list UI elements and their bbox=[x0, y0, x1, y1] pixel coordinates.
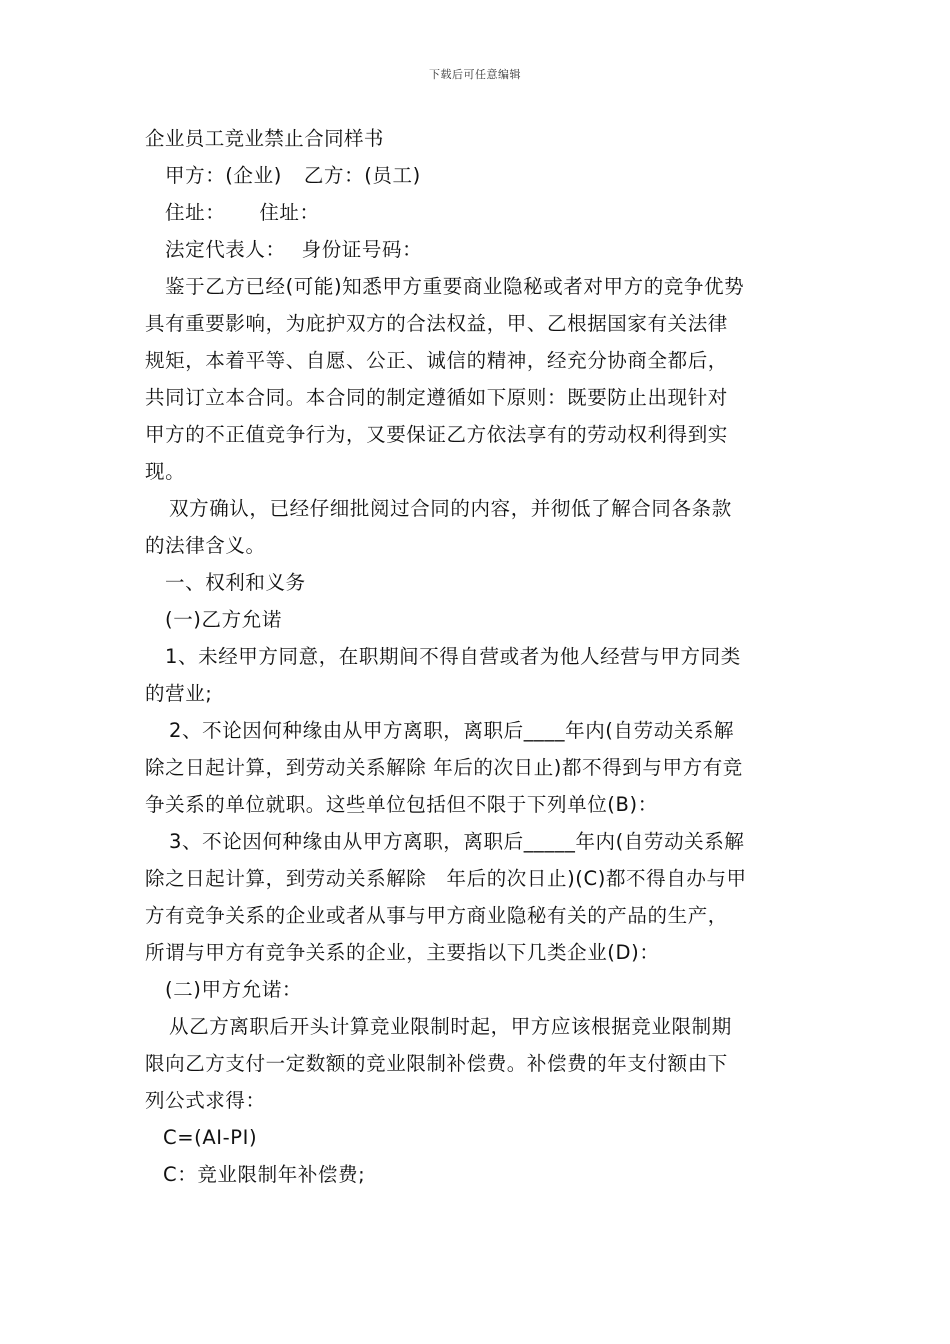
compensation-paragraph-line: 从乙方离职后开头计算竞业限制时起，甲方应该根据竞业限制期 bbox=[169, 1015, 732, 1038]
rep-line bbox=[145, 231, 810, 268]
clause-3-line: 除之日起计算，到劳动关系解除 年后的次日止)(C)都不得自办与甲 bbox=[145, 867, 747, 890]
clause-1-line: 的营业; bbox=[145, 682, 213, 705]
clause-2-line: 除之日起计算，到劳动关系解除 年后的次日止)都不得到与甲方有竞 bbox=[145, 756, 743, 779]
party-b-label: 乙方：(员工) bbox=[303, 164, 421, 187]
confirm-paragraph-line: 的法律含义。 bbox=[145, 534, 266, 557]
compensation-paragraph-line: 限向乙方支付一定数额的竞业限制补偿费。补偿费的年支付额由下 bbox=[145, 1052, 728, 1075]
compensation-paragraph-line: 列公式求得： bbox=[145, 1089, 266, 1112]
subsection-heading-party-a: (二)甲方允诺： bbox=[165, 978, 303, 1001]
definition-c-line: C：竞业限制年补偿费; bbox=[163, 1163, 366, 1186]
intro-paragraph-line: 具有重要影响，为庇护双方的合法权益，甲、乙根据国家有关法律 bbox=[145, 312, 728, 335]
page-header-note: 下载后可任意编辑 bbox=[429, 68, 521, 81]
party-a-label: 甲方：(企业) bbox=[165, 164, 282, 187]
legal-rep-label: 法定代表人： bbox=[165, 238, 286, 261]
address-a-label: 住址： bbox=[165, 201, 226, 224]
confirm-paragraph-line: 双方确认，已经仔细批阅过合同的内容，并彻低了解合同各条款 bbox=[169, 497, 732, 520]
clause-1-line: 1、未经甲方同意，在职期间不得自营或者为他人经营与甲方同类 bbox=[165, 645, 741, 668]
formula-line: C=(AI-PI) bbox=[163, 1126, 258, 1149]
address-b-label: 住址： bbox=[259, 201, 320, 224]
document-body bbox=[145, 120, 810, 1193]
intro-paragraph-line: 共同订立本合同。本合同的制定遵循如下原则：既要防止出现针对 bbox=[145, 386, 728, 409]
clause-2-line: 争关系的单位就职。这些单位包括但不限于下列单位(B)： bbox=[145, 793, 658, 816]
clause-3-line: 3、不论因何种缘由从甲方离职，离职后_____年内(自劳动关系解 bbox=[169, 830, 745, 853]
document-title: 企业员工竞业禁止合同样书 bbox=[145, 127, 384, 150]
section-heading-rights: 一、权利和义务 bbox=[165, 571, 306, 594]
clause-3-line: 方有竞争关系的企业或者从事与甲方商业隐秘有关的产品的生产， bbox=[145, 904, 728, 927]
clause-3-line: 所谓与甲方有竞争关系的企业，主要指以下几类企业(D)： bbox=[145, 941, 660, 964]
intro-paragraph-line: 甲方的不正值竞争行为，又要保证乙方依法享有的劳动权利得到实 bbox=[145, 423, 728, 446]
intro-paragraph-line: 规矩，本着平等、自愿、公正、诚信的精神，经充分协商全都后， bbox=[145, 349, 728, 372]
clause-2-line: 2、不论因何种缘由从甲方离职，离职后____年内(自劳动关系解 bbox=[169, 719, 735, 742]
parties-line bbox=[145, 157, 810, 194]
intro-paragraph-line: 鉴于乙方已经(可能)知悉甲方重要商业隐秘或者对甲方的竞争优势 bbox=[165, 275, 745, 298]
subsection-heading-party-b: (一)乙方允诺 bbox=[165, 608, 282, 631]
id-number-label: 身份证号码： bbox=[301, 238, 423, 261]
intro-paragraph-line: 现。 bbox=[145, 460, 186, 483]
address-line bbox=[145, 194, 810, 231]
